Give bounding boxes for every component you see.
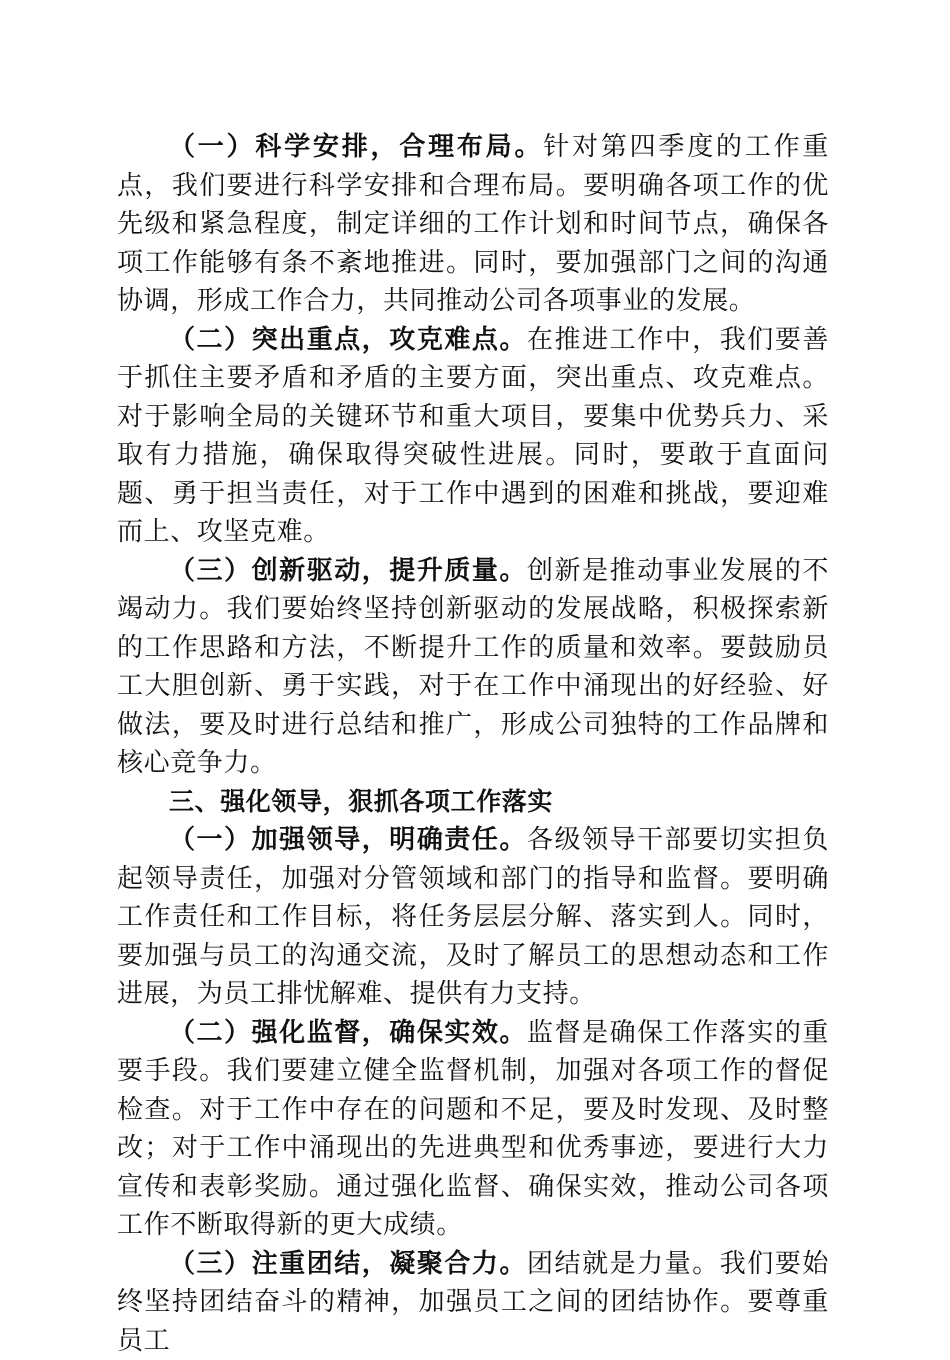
paragraph-lead: （一）科学安排，合理布局。 <box>169 132 543 162</box>
paragraph-key-points <box>117 321 829 552</box>
paragraph-leadership <box>117 821 829 1014</box>
paragraph-lead: （三）创新驱动，提升质量。 <box>169 556 527 586</box>
paragraph-text: 各级领导干部要切实担负起领导责任，加强对分管领域和部门的指导和监督。要明确工作责任和工作目标，将任务层层分解、落实到人。同时，要加强与员工的沟通交流，及时了解员工的思想动态和工作进展，为员工排忧解难、提供有力支持。 <box>117 825 829 1009</box>
paragraph-text: 针对第四季度的工作重点，我们要进行科学安排和合理布局。要明确各项工作的优先级和紧急程度，制定详细的工作计划和时间节点，确保各项工作能够有条不紊地推进。同时，要加强部门之间的沟通协调，形成工作合力，共同推动公司各项事业的发展。 <box>117 132 829 316</box>
section-heading: 三、强化领导，狠抓各项工作落实 <box>117 783 829 822</box>
paragraph-supervision <box>117 1014 829 1245</box>
paragraph-scientific-arrangement <box>117 128 829 321</box>
paragraph-unity <box>117 1245 829 1360</box>
paragraph-lead: （二）强化监督，确保实效。 <box>169 1018 527 1048</box>
paragraph-lead: （一）加强领导，明确责任。 <box>169 825 527 855</box>
paragraph-text: 在推进工作中，我们要善于抓住主要矛盾和矛盾的主要方面，突出重点、攻克难点。对于影响全局的关键环节和重大项目，要集中优势兵力、采取有力措施，确保取得突破性进展。同时，要敢于直面问题、勇于担当责任，对于工作中遇到的困难和挑战，要迎难而上、攻坚克难。 <box>117 325 829 548</box>
paragraph-text: 创新是推动事业发展的不竭动力。我们要始终坚持创新驱动的发展战略，积极探索新的工作思路和方法，不断提升工作的质量和效率。要鼓励员工大胆创新、勇于实践，对于在工作中涌现出的好经验、好做法，要及时进行总结和推广，形成公司独特的工作品牌和核心竞争力。 <box>117 556 829 779</box>
document-body <box>117 128 829 1360</box>
paragraph-lead: （三）注重团结，凝聚合力。 <box>169 1249 527 1279</box>
paragraph-text: 团结就是力量。我们要始终坚持团结奋斗的精神，加强员工之间的团结协作。要尊重员工 <box>117 1249 829 1356</box>
paragraph-text: 监督是确保工作落实的重要手段。我们要建立健全监督机制，加强对各项工作的督促检查。对于工作中存在的问题和不足，要及时发现、及时整改；对于工作中涌现出的先进典型和优秀事迹，要进行大力宣传和表彰奖励。通过强化监督、确保实效，推动公司各项工作不断取得新的更大成绩。 <box>117 1018 829 1241</box>
paragraph-innovation <box>117 552 829 783</box>
paragraph-lead: （二）突出重点，攻克难点。 <box>169 325 527 355</box>
